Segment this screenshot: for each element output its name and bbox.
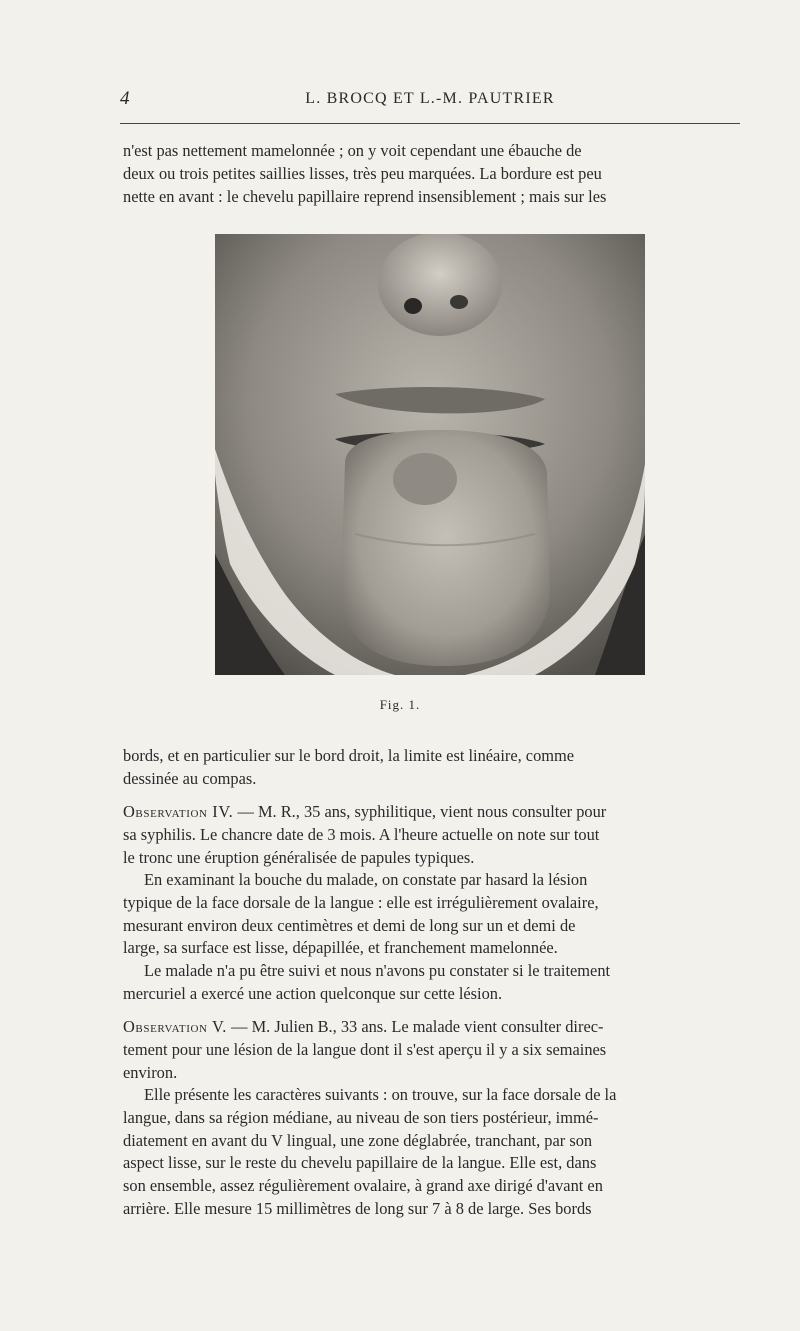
running-head: [120, 88, 740, 114]
observation-iv-examination: En examinant la bouche du malade, on constate par hasard la lésion typique de la face dorsale de la langue : elle est irrégulièrement ovalaire, mesurant environ deux centimètres et demi de long sur un et demi de large, sa surface est lisse, dépapillée, et franchement mamelonnée.: [123, 870, 599, 958]
paragraph-after-figure: bords, et en particulier sur le bord droit, la limite est linéaire, comme dessinée au compas.: [123, 746, 575, 788]
tongue-photograph: [215, 234, 645, 675]
observation-v-text: — M. Julien B., 33 ans. Le malade vient consulter direc- tement pour une lésion de la langue dont il s'est aperçu il y a six semaines environ.: [123, 1017, 607, 1082]
header-rule: [120, 123, 740, 124]
observation-v-label: Observation V.: [123, 1017, 228, 1036]
figure-photograph-tongue: [215, 234, 645, 675]
observation-v-description: Elle présente les caractères suivants : on trouve, sur la face dorsale de la langue, dans sa région médiane, au niveau de son tiers postérieur, immé- diatement en avant du V lingual, une zone déglabrée, tranchant, par son aspect lisse, sur le reste du chevelu papillaire de la langue. Elle est, dans son ensemble, assez régulièrement ovalaire, à grand axe dirigé d'avant en arrière. Elle mesure 15 millimètres de long sur 7 à 8 de large. Ses bords: [123, 1085, 617, 1218]
paragraph-continuation: n'est pas nettement mamelonnée ; on y voit cependant une ébauche de deux ou trois petites saillies lisses, très peu marquées. La bordure est peu nette en avant : le chevelu papillaire reprend insensiblement ; mais sur les: [123, 141, 607, 206]
observation-v: [123, 1016, 740, 1084]
running-head-authors: L. BROCQ ET L.-M. PAUTRIER: [305, 90, 555, 107]
observation-iv-followup: Le malade n'a pu être suivi et nous n'avons pu constater si le traitement mercuriel a exercé une action quelconque sur cette lésion.: [123, 961, 611, 1003]
observation-iv-text: — M. R., 35 ans, syphilitique, vient nous consulter pour sa syphilis. Le chancre date de 3 mois. A l'heure actuelle on note sur tout le tronc une éruption généralisée de papules typiques.: [123, 802, 607, 867]
observation-iv-label: Observation IV.: [123, 802, 234, 821]
figure-caption: Fig. 1.: [379, 697, 421, 712]
observation-iv: [123, 801, 740, 869]
page-number: 4: [120, 88, 130, 109]
